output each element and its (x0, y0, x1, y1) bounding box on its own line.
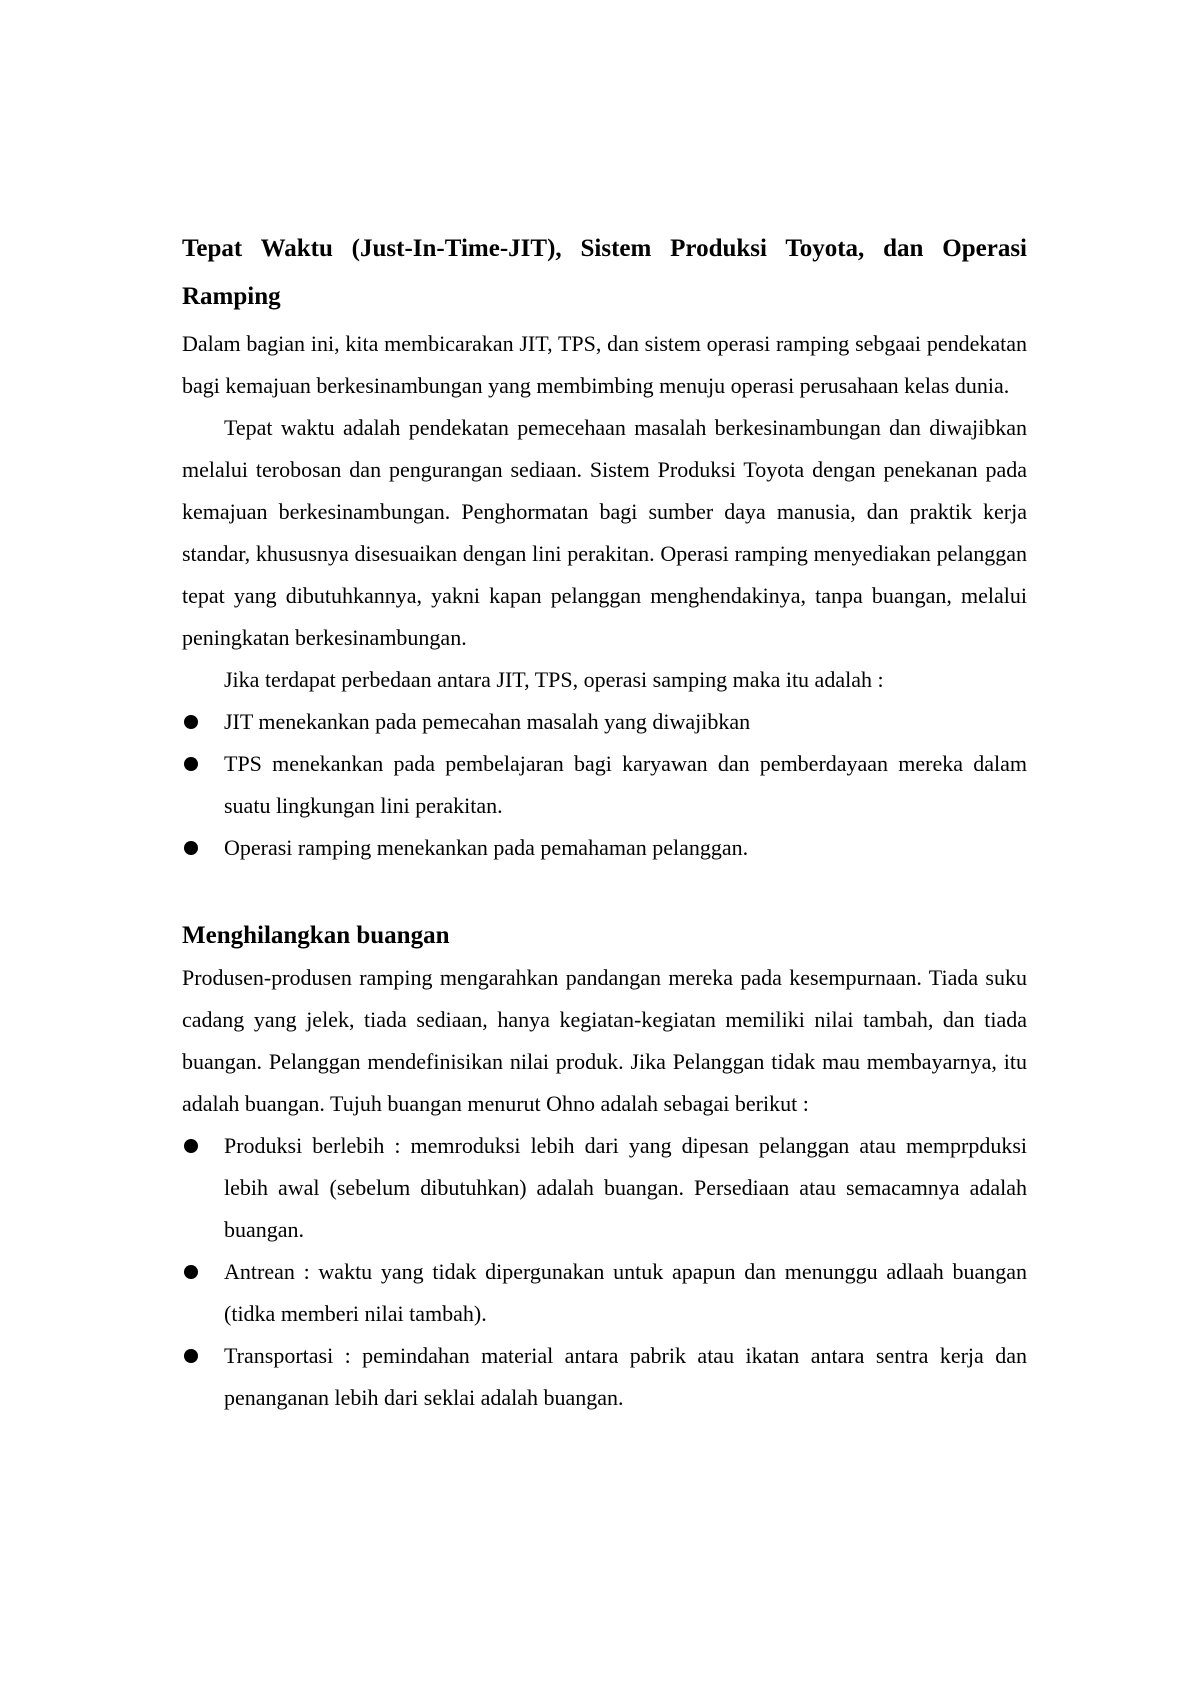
paragraph-differences-intro: Jika terdapat perbedaan antara JIT, TPS, operasi samping maka itu adalah : (224, 667, 884, 692)
list-item-text: Antrean : waktu yang tidak dipergunakan untuk apapun dan menunggu adlaah buangan (tidka memberi nilai tambah). (224, 1259, 1027, 1326)
list-item (182, 743, 1027, 827)
document-body (182, 225, 1027, 1419)
paragraph-lean-producers: Produsen-produsen ramping mengarahkan pandangan mereka pada kesempurnaan. Tiada suku cadang yang jelek, tiada sediaan, hanya kegiatan-kegiatan memiliki nilai tambah, dan tiada buangan. Pelanggan mendefinisikan nilai produk. Jika Pelanggan tidak mau membayarnya, itu adalah buangan. Tujuh buangan menurut Ohno adalah sebagai berikut : (182, 965, 1027, 1116)
bullet-dot-icon (184, 841, 198, 855)
paragraph-definitions: Tepat waktu adalah pendekatan pemecehaan masalah berkesinambungan dan diwajibkan melalui terobosan dan pengurangan sediaan. Sistem Produksi Toyota dengan penekanan pada kemajuan berkesinambungan. Penghormatan bagi sumber daya manusia, dan praktik kerja standar, khususnya disesuaikan dengan lini perakitan. Operasi ramping menyediakan pelanggan tepat yang dibutuhkannya, yakni kapan pelanggan menghendakinya, tanpa buangan, melalui peningkatan berkesinambungan. (182, 415, 1027, 650)
list-item-text: Operasi ramping menekankan pada pemahaman pelanggan. (224, 835, 749, 860)
bullet-dot-icon (184, 1349, 198, 1363)
bullet-dot-icon (184, 1139, 198, 1153)
list-item (182, 1335, 1027, 1419)
waste-list (182, 1125, 1027, 1419)
bullet-dot-icon (184, 1265, 198, 1279)
list-item-text: TPS menekankan pada pembelajaran bagi karyawan dan pemberdayaan mereka dalam suatu lingkungan lini perakitan. (224, 751, 1027, 818)
list-item (182, 1125, 1027, 1251)
section-spacer (182, 869, 1027, 915)
heading-menghilangkan-buangan: Menghilangkan buangan (182, 922, 450, 949)
differences-list (182, 701, 1027, 869)
paragraph-intro: Dalam bagian ini, kita membicarakan JIT, TPS, dan sistem operasi ramping sebgaai pendekatan bagi kemajuan berkesinambungan yang membimbing menuju operasi perusahaan kelas dunia. (182, 331, 1027, 398)
heading-jit-tps: Tepat Waktu (Just-In-Time-JIT), Sistem Produksi Toyota, dan Operasi Ramping (182, 235, 1027, 310)
list-item-text: Transportasi : pemindahan material antara pabrik atau ikatan antara sentra kerja dan penanganan lebih dari seklai adalah buangan. (224, 1343, 1027, 1410)
bullet-dot-icon (184, 715, 198, 729)
section-waste (182, 915, 1027, 1419)
bullet-dot-icon (184, 757, 198, 771)
list-item (182, 1251, 1027, 1335)
list-item-text: JIT menekankan pada pemecahan masalah yang diwajibkan (224, 709, 751, 734)
list-item (182, 827, 1027, 869)
list-item (182, 701, 1027, 743)
list-item-text: Produksi berlebih : memroduksi lebih dari yang dipesan pelanggan atau memprpduksi lebih awal (sebelum dibutuhkan) adalah buangan. Persediaan atau semacamnya adalah buangan. (224, 1133, 1027, 1242)
